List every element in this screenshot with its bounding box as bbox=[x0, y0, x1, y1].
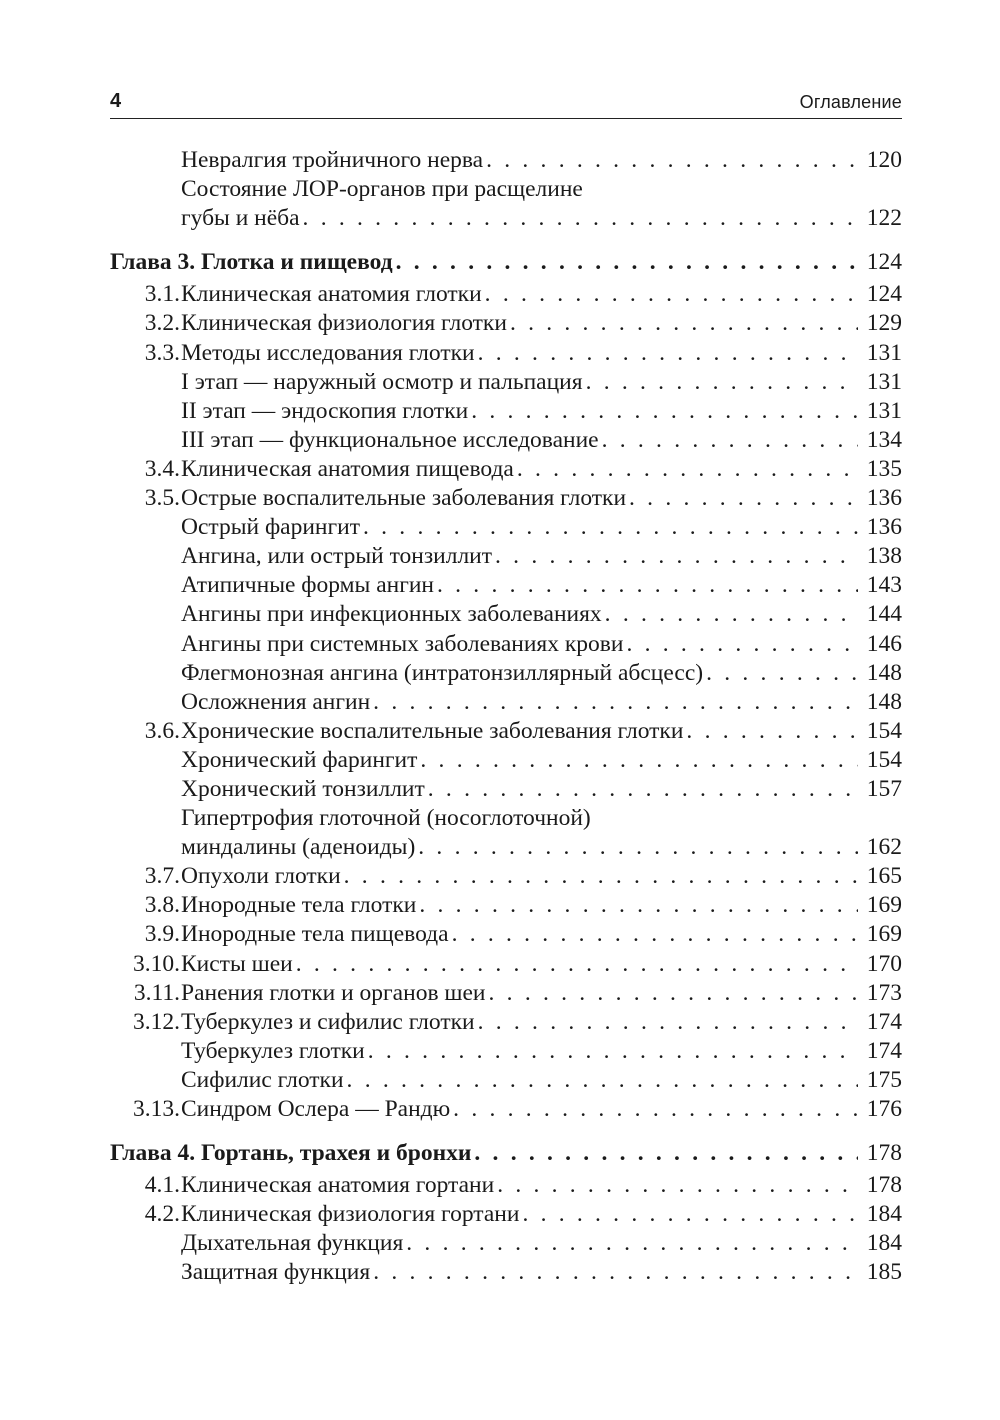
toc-entry-title: Туберкулез и сифилис глотки bbox=[181, 1008, 475, 1035]
toc-entry-page: 157 bbox=[866, 775, 902, 802]
chapter-title: Глава 3. Глотка и пищевод bbox=[110, 249, 393, 276]
toc-entry-page: 131 bbox=[866, 368, 902, 395]
toc-entry-page: 136 bbox=[866, 485, 902, 512]
toc-entry-page: 131 bbox=[866, 397, 902, 424]
toc-entry-title: Флегмонозная ангина (интратонзиллярный абсцесс) bbox=[181, 659, 704, 686]
dot-leader bbox=[474, 1139, 858, 1168]
toc-entry-page: 173 bbox=[866, 979, 902, 1006]
toc-entry[interactable] bbox=[110, 1171, 902, 1200]
toc-entry[interactable] bbox=[110, 1037, 902, 1066]
toc-entry-number: 3.3. bbox=[144, 339, 180, 366]
toc-entry[interactable] bbox=[110, 204, 902, 233]
toc-entry-number: 3.8. bbox=[144, 892, 180, 919]
dot-leader bbox=[629, 484, 858, 513]
toc-entry-number: 3.5. bbox=[144, 485, 180, 512]
chapter-3-entries-continued bbox=[110, 862, 902, 1124]
chapter-page: 178 bbox=[866, 1140, 902, 1167]
toc-entry-page: 131 bbox=[866, 339, 902, 366]
dot-leader bbox=[517, 455, 858, 484]
dot-leader bbox=[497, 1171, 858, 1200]
page-header bbox=[110, 88, 902, 119]
toc-entry[interactable] bbox=[110, 1008, 902, 1037]
toc-entry-title: Клиническая анатомия глотки bbox=[181, 281, 482, 308]
toc-entry[interactable] bbox=[110, 455, 902, 484]
toc-entry-number: 3.13. bbox=[133, 1096, 180, 1122]
dot-leader bbox=[485, 280, 858, 309]
toc-entry-page: 185 bbox=[866, 1259, 902, 1286]
toc-entry-page: 122 bbox=[866, 205, 902, 232]
toc-entry[interactable] bbox=[110, 688, 902, 717]
toc-entry-number: 4.1. bbox=[144, 1172, 180, 1199]
toc-entry[interactable] bbox=[110, 426, 902, 455]
toc-entry-page: 148 bbox=[866, 659, 902, 686]
toc-entry-page: 138 bbox=[866, 543, 902, 570]
toc-entry-page: 124 bbox=[866, 281, 902, 308]
toc-entry-title: Инородные тела пищевода bbox=[181, 921, 449, 948]
toc-entry[interactable] bbox=[110, 571, 902, 600]
dot-leader bbox=[452, 920, 858, 949]
toc-entry-page: 162 bbox=[866, 834, 902, 861]
toc-entry-page: 135 bbox=[866, 455, 902, 482]
toc-entry[interactable] bbox=[110, 368, 902, 397]
toc-entry-page: 146 bbox=[866, 630, 902, 657]
dot-leader bbox=[686, 717, 858, 746]
toc-entry-page: 169 bbox=[866, 921, 902, 948]
toc-entry[interactable] bbox=[110, 339, 902, 368]
toc-entry-page: 165 bbox=[866, 863, 902, 890]
toc-entry-page: 136 bbox=[866, 514, 902, 541]
toc-entry[interactable] bbox=[110, 833, 902, 862]
toc-entry[interactable] bbox=[110, 146, 902, 175]
toc-entry-title: Клиническая анатомия гортани bbox=[181, 1172, 495, 1199]
dot-leader bbox=[406, 1229, 858, 1258]
toc-entry-title: Туберкулез глотки bbox=[181, 1037, 365, 1064]
toc-entry[interactable] bbox=[110, 484, 902, 513]
dot-leader bbox=[626, 630, 858, 659]
toc-entry-page: 120 bbox=[866, 147, 902, 173]
toc-entry[interactable] bbox=[110, 950, 902, 979]
dot-leader bbox=[478, 339, 858, 368]
toc-entry-number: 3.6. bbox=[144, 717, 180, 744]
running-head-title: Оглавление bbox=[799, 92, 902, 112]
toc-entry-title: III этап — функциональное исследование bbox=[181, 426, 599, 453]
chapter-3-entries bbox=[110, 280, 902, 804]
toc-entry-page: 129 bbox=[866, 310, 902, 337]
toc-entry-page: 174 bbox=[866, 1008, 902, 1035]
toc-entry-page: 134 bbox=[866, 426, 902, 453]
toc-entry-title: Синдром Ослера — Рандю bbox=[181, 1096, 451, 1122]
toc-entry[interactable] bbox=[110, 659, 902, 688]
toc-entry-page: 144 bbox=[866, 601, 902, 628]
dot-leader bbox=[418, 833, 858, 862]
toc-entry[interactable] bbox=[110, 1095, 902, 1124]
dot-leader bbox=[453, 1095, 858, 1124]
toc-entry-title-line[interactable]: Состояние ЛОР-органов при расщелине bbox=[181, 176, 583, 203]
toc-entry-title: Хронический фарингит bbox=[181, 746, 418, 773]
dot-leader bbox=[605, 600, 858, 629]
toc-entry-number: 3.9. bbox=[144, 921, 180, 948]
toc-entry-page: 170 bbox=[866, 950, 902, 977]
toc-entry[interactable] bbox=[110, 309, 902, 338]
toc-entry[interactable] bbox=[110, 775, 902, 804]
toc-entry-title: Острые воспалительные заболевания глотки bbox=[181, 485, 627, 512]
toc-entry-page: 184 bbox=[866, 1201, 902, 1228]
toc-entry-page: 148 bbox=[866, 688, 902, 715]
toc-entry[interactable] bbox=[110, 542, 902, 571]
dot-leader bbox=[344, 862, 858, 891]
toc-entry-page: 154 bbox=[866, 717, 902, 744]
dot-leader bbox=[478, 1008, 858, 1037]
toc-entry-title: Хронические воспалительные заболевания глотки bbox=[181, 717, 684, 744]
toc-entry[interactable] bbox=[110, 746, 902, 775]
toc-entry-title: Атипичные формы ангин bbox=[181, 572, 434, 599]
dot-leader bbox=[602, 426, 858, 455]
toc-entry[interactable] bbox=[110, 600, 902, 629]
toc-entry-number: 3.4. bbox=[144, 455, 180, 482]
toc-entry-page: 184 bbox=[866, 1230, 902, 1257]
toc-entry-title: Хронический тонзиллит bbox=[181, 775, 425, 802]
dot-leader bbox=[347, 1066, 858, 1095]
toc-entry-title: II этап — эндоскопия глотки bbox=[181, 397, 469, 424]
toc-chapter-heading[interactable] bbox=[110, 248, 902, 277]
toc-entry-title: Клиническая физиология гортани bbox=[181, 1201, 520, 1228]
dot-leader bbox=[495, 542, 858, 571]
toc-entry-title: Инородные тела глотки bbox=[181, 892, 417, 919]
toc-entry-title: Методы исследования глотки bbox=[181, 339, 475, 366]
page-number: 4 bbox=[110, 90, 122, 112]
toc-entry-page: 175 bbox=[866, 1066, 902, 1093]
dot-leader bbox=[428, 775, 858, 804]
dot-leader bbox=[522, 1200, 858, 1229]
toc-chapter-heading[interactable] bbox=[110, 1139, 902, 1168]
dot-leader bbox=[419, 891, 858, 920]
toc-entry-title: Ранения глотки и органов шеи bbox=[181, 979, 486, 1006]
dot-leader bbox=[303, 204, 858, 233]
toc-entry[interactable] bbox=[110, 717, 902, 746]
chapter-page: 124 bbox=[866, 249, 902, 276]
toc-entry[interactable] bbox=[110, 1229, 902, 1258]
dot-leader bbox=[373, 1258, 858, 1287]
toc-entry-title: Кисты шеи bbox=[181, 950, 293, 977]
toc-entry-page: 143 bbox=[866, 572, 902, 599]
toc-entry[interactable] bbox=[110, 862, 902, 891]
toc-entry-page: 176 bbox=[866, 1096, 902, 1122]
toc-entry[interactable] bbox=[110, 1200, 902, 1229]
toc-entry-title: Клиническая анатомия пищевода bbox=[181, 455, 514, 482]
toc-entry-page: 178 bbox=[866, 1172, 902, 1199]
dot-leader bbox=[296, 950, 858, 979]
toc-entry-title: миндалины (аденоиды) bbox=[181, 834, 416, 861]
dot-leader bbox=[586, 368, 858, 397]
toc-entry-title: Клиническая физиология глотки bbox=[181, 310, 507, 337]
dot-leader bbox=[510, 309, 858, 338]
chapter-4-entries bbox=[110, 1171, 902, 1287]
toc-entry-number: 3.11. bbox=[133, 979, 180, 1006]
toc-entry-number: 3.7. bbox=[144, 863, 180, 890]
toc-entry-title: Осложнения ангин bbox=[181, 688, 371, 715]
toc-entry[interactable] bbox=[110, 513, 902, 542]
dot-leader bbox=[396, 248, 858, 277]
toc-entry[interactable] bbox=[110, 397, 902, 426]
toc-entry-title: Опухоли глотки bbox=[181, 863, 341, 890]
toc-entry[interactable] bbox=[110, 920, 902, 949]
toc-entry-number: 4.2. bbox=[144, 1201, 180, 1228]
toc-entry[interactable] bbox=[110, 891, 902, 920]
toc-entry-title: Защитная функция bbox=[181, 1259, 371, 1286]
toc-entry-title: Острый фарингит bbox=[181, 514, 360, 541]
toc-entry[interactable] bbox=[110, 979, 902, 1008]
toc-entry-number: 3.12. bbox=[133, 1008, 180, 1035]
dot-leader bbox=[420, 746, 858, 775]
dot-leader bbox=[471, 397, 858, 426]
toc-entry-page: 154 bbox=[866, 746, 902, 773]
toc-entry-title-line[interactable]: Гипертрофия глоточной (носоглоточной) bbox=[181, 805, 591, 832]
dot-leader bbox=[368, 1037, 858, 1066]
toc-entry-title: I этап — наружный осмотр и пальпация bbox=[181, 368, 583, 395]
toc-entry-number: 3.2. bbox=[144, 310, 180, 337]
toc-entry-page: 174 bbox=[866, 1037, 902, 1064]
dot-leader bbox=[363, 513, 858, 542]
toc-entry-title: Дыхательная функция bbox=[181, 1230, 404, 1257]
toc-entry-title: Ангина, или острый тонзиллит bbox=[181, 543, 493, 570]
dot-leader bbox=[489, 979, 858, 1008]
toc-entry-number: 3.10. bbox=[133, 950, 180, 977]
dot-leader bbox=[437, 571, 858, 600]
dot-leader bbox=[373, 688, 858, 717]
dot-leader bbox=[486, 146, 858, 175]
toc-entry-title: Невралгия тройничного нерва bbox=[181, 147, 484, 173]
toc-entry[interactable] bbox=[110, 630, 902, 659]
toc-entry-number: 3.1. bbox=[144, 281, 180, 308]
toc-entry-title: Ангины при системных заболеваниях крови bbox=[181, 630, 624, 657]
toc-entry-page: 169 bbox=[866, 892, 902, 919]
dot-leader bbox=[706, 659, 858, 688]
toc-entry-title: Ангины при инфекционных заболеваниях bbox=[181, 601, 602, 628]
toc-entry-title: Сифилис глотки bbox=[181, 1066, 344, 1093]
toc-entry-title: губы и нёба bbox=[181, 205, 300, 232]
chapter-title: Глава 4. Гортань, трахея и бронхи bbox=[110, 1140, 472, 1167]
table-of-contents bbox=[110, 146, 902, 1288]
toc-entry[interactable] bbox=[110, 280, 902, 309]
toc-entry[interactable] bbox=[110, 1258, 902, 1287]
toc-entry[interactable] bbox=[110, 1066, 902, 1095]
